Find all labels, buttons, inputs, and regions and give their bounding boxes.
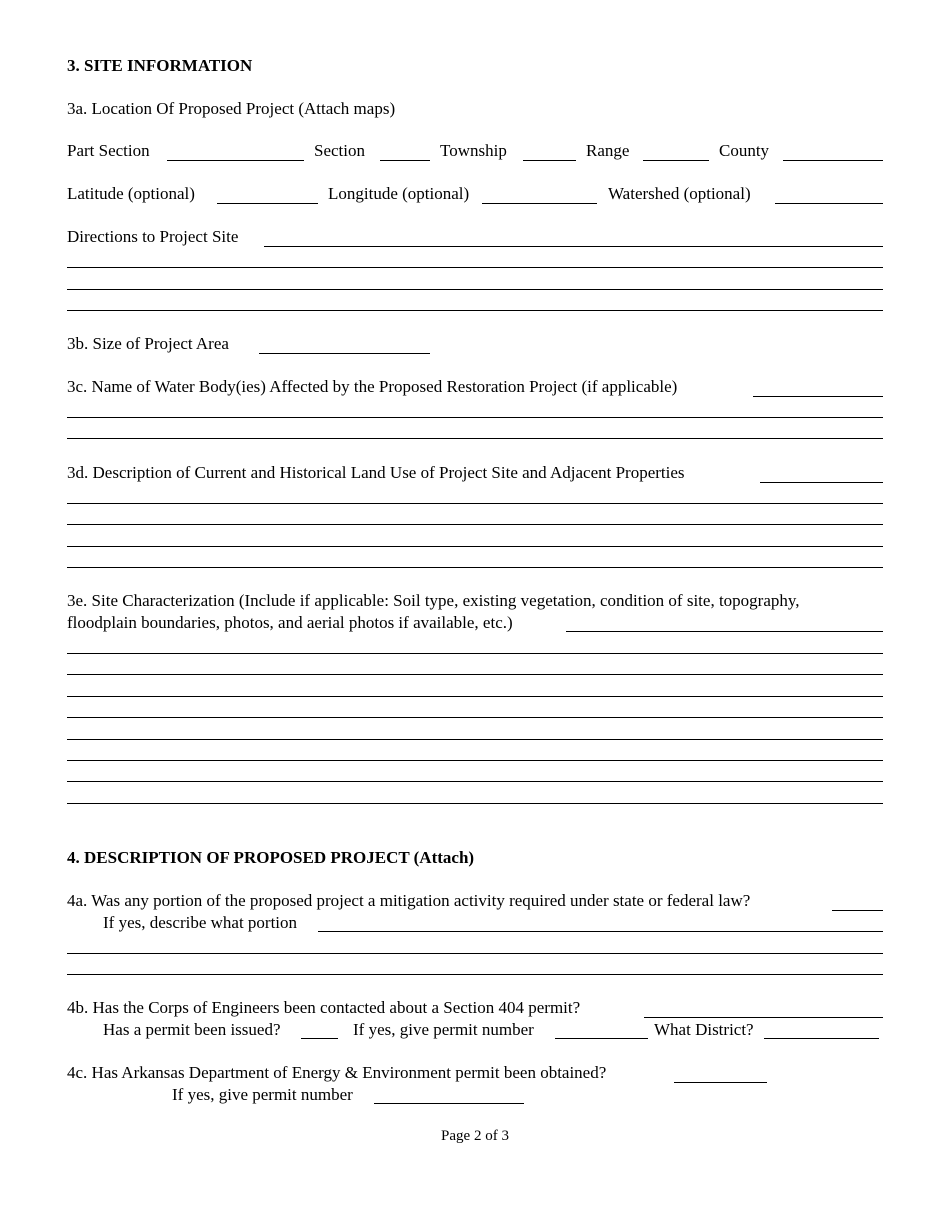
mitigation-portion-field-line[interactable] [67, 953, 883, 954]
project-area-field[interactable] [259, 353, 430, 354]
ade-permit-number-label: If yes, give permit number [172, 1085, 353, 1104]
site-characterization-field-line[interactable] [67, 803, 883, 804]
latitude-field[interactable] [217, 203, 318, 204]
page-number: Page 2 of 3 [441, 1128, 509, 1144]
site-characterization-field-line[interactable] [67, 717, 883, 718]
watershed-label: Watershed (optional) [608, 184, 751, 203]
question-4c-label: 4c. Has Arkansas Department of Energy & Environment permit been obtained? [67, 1063, 607, 1082]
land-use-field-line[interactable] [67, 567, 883, 568]
site-characterization-field-line[interactable] [67, 760, 883, 761]
question-3d-label: 3d. Description of Current and Historical Land Use of Project Site and Adjacent Properties [67, 463, 685, 482]
part-section-field[interactable] [167, 160, 304, 161]
township-label: Township [440, 141, 507, 160]
range-label: Range [586, 141, 630, 160]
question-3e-label-continued: floodplain boundaries, photos, and aerial photos if available, etc.) [67, 613, 513, 632]
section-field[interactable] [380, 160, 430, 161]
corps-contact-field[interactable] [644, 1017, 883, 1018]
directions-field[interactable] [264, 246, 883, 247]
question-3b-label: 3b. Size of Project Area [67, 334, 229, 353]
ade-permit-obtained-field[interactable] [674, 1082, 767, 1083]
county-label: County [719, 141, 770, 160]
mitigation-portion-field-line[interactable] [67, 974, 883, 975]
site-characterization-field-line[interactable] [67, 674, 883, 675]
question-3c-label: 3c. Name of Water Body(ies) Affected by the Proposed Restoration Project (if applicable) [67, 377, 678, 396]
mitigation-answer-field[interactable] [832, 910, 883, 911]
water-body-field[interactable] [753, 396, 883, 397]
land-use-field-line[interactable] [67, 524, 883, 525]
part-section-label: Part Section [67, 141, 150, 160]
latitude-label: Latitude (optional) [67, 184, 195, 203]
corps-permit-number-label: If yes, give permit number [353, 1020, 534, 1039]
directions-field-line[interactable] [67, 310, 883, 311]
section-label: Section [314, 141, 365, 160]
permit-issued-field[interactable] [301, 1038, 338, 1039]
mitigation-portion-field[interactable] [318, 931, 883, 932]
directions-field-line[interactable] [67, 289, 883, 290]
land-use-field-line[interactable] [67, 503, 883, 504]
township-field[interactable] [523, 160, 576, 161]
question-4a-followup-label: If yes, describe what portion [103, 913, 298, 932]
question-4a-label: 4a. Was any portion of the proposed project a mitigation activity required under state or federal law? [67, 891, 751, 910]
corps-permit-number-field[interactable] [555, 1038, 648, 1039]
question-4b-label: 4b. Has the Corps of Engineers been contacted about a Section 404 permit? [67, 998, 581, 1017]
land-use-field[interactable] [760, 482, 883, 483]
directions-label: Directions to Project Site [67, 227, 239, 246]
site-characterization-field-line[interactable] [67, 653, 883, 654]
watershed-field[interactable] [775, 203, 883, 204]
district-label: What District? [654, 1020, 754, 1039]
longitude-label: Longitude (optional) [328, 184, 470, 203]
longitude-field[interactable] [482, 203, 597, 204]
site-characterization-field-line[interactable] [67, 781, 883, 782]
site-characterization-field-line[interactable] [67, 696, 883, 697]
permit-issued-label: Has a permit been issued? [103, 1020, 281, 1039]
question-3a-label: 3a. Location Of Proposed Project (Attach maps) [67, 99, 396, 118]
water-body-field-line[interactable] [67, 438, 883, 439]
county-field[interactable] [783, 160, 883, 161]
ade-permit-number-field[interactable] [374, 1103, 524, 1104]
site-characterization-field[interactable] [566, 631, 883, 632]
directions-field-line[interactable] [67, 267, 883, 268]
section-4-heading: 4. DESCRIPTION OF PROPOSED PROJECT (Attach) [67, 848, 475, 867]
district-field[interactable] [764, 1038, 879, 1039]
site-characterization-field-line[interactable] [67, 739, 883, 740]
range-field[interactable] [643, 160, 709, 161]
water-body-field-line[interactable] [67, 417, 883, 418]
land-use-field-line[interactable] [67, 546, 883, 547]
section-3-heading: 3. SITE INFORMATION [67, 56, 253, 75]
question-3e-label: 3e. Site Characterization (Include if applicable: Soil type, existing vegetation, condition of site, topography, [67, 591, 800, 610]
